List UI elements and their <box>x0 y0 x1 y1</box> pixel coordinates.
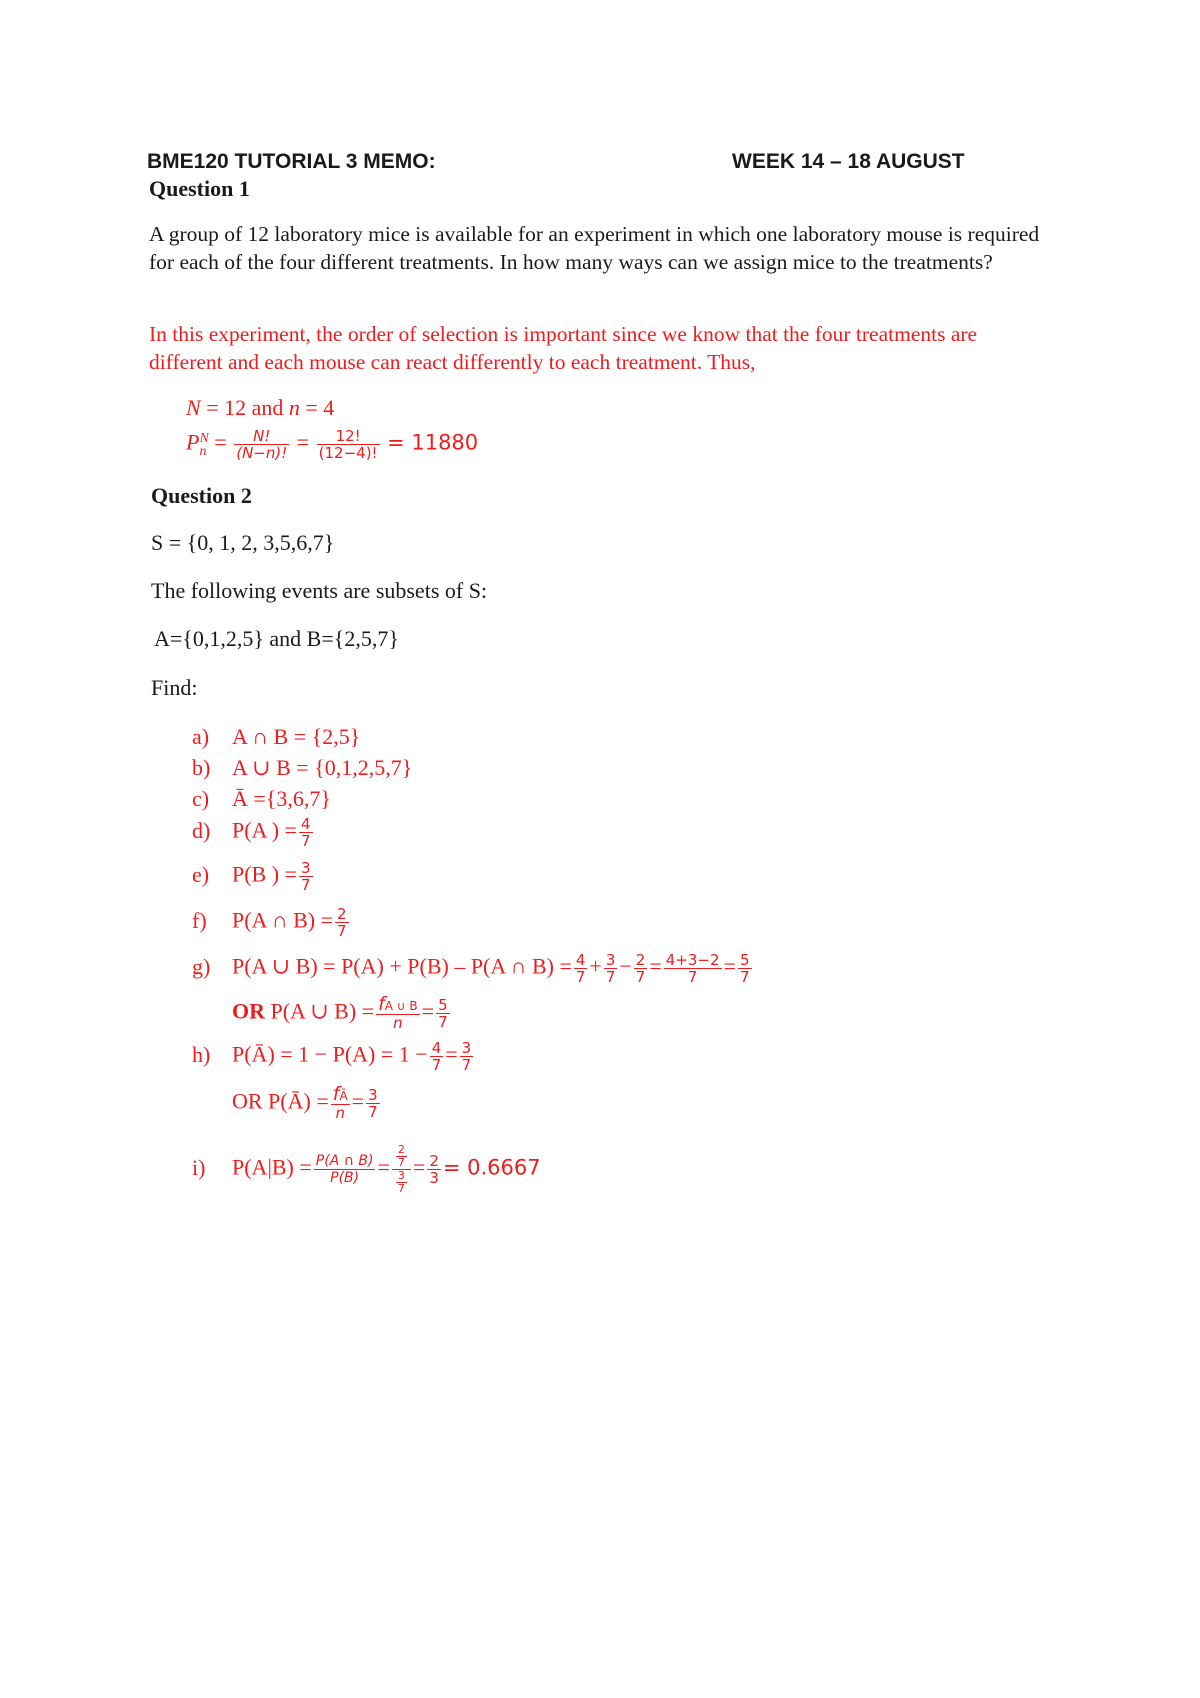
var-N: N <box>186 395 201 420</box>
frac-num: 3 <box>605 951 616 969</box>
label-b: b) <box>192 755 211 780</box>
frac-den: 7 <box>575 968 586 986</box>
text-a: A ∩ B = {2,5} <box>232 724 361 749</box>
frac-num: 3 <box>368 1086 378 1104</box>
answer-b <box>192 755 412 781</box>
text-e: P(B ) = <box>232 861 297 887</box>
answer-h-alt <box>232 1083 382 1122</box>
frac-num: 5 <box>739 951 750 969</box>
eq-sign: = <box>412 1154 426 1180</box>
question-2-title: Question 2 <box>151 483 252 508</box>
var-n: n <box>288 395 300 420</box>
frac-num: P(A ∩ B) <box>315 1153 374 1169</box>
text-f: P(A ∩ B) = <box>232 907 334 933</box>
freq-symbol: f <box>378 993 385 1015</box>
label-e: e) <box>192 861 210 887</box>
text-g: P(A ∪ B) = P(A) + P(B) – P(A ∩ B) = <box>232 953 572 979</box>
answer-c <box>192 786 331 812</box>
frac-den: 7 <box>397 1156 405 1169</box>
label-g: g) <box>192 953 211 979</box>
frac-num: 4+3−2 <box>665 951 720 969</box>
text-d: P(A ) = <box>232 817 297 843</box>
freq-sub: Ā <box>339 1089 348 1103</box>
question-1-answer: In this experiment, the order of selection is important since we know that the four treatments are different and each mouse can react differently to each treatment. Thus, <box>149 322 978 374</box>
question-1-permutation <box>186 428 478 461</box>
perm-sup: N <box>199 430 209 446</box>
plus-sign: + <box>589 953 602 979</box>
text-h: P(Ā) = 1 − P(A) = 1 − <box>232 1041 428 1067</box>
label-d: d) <box>192 817 211 843</box>
question-1-given <box>186 395 334 421</box>
frac-den: 7 <box>431 1056 442 1074</box>
frac1-den: (N−n)! <box>236 444 288 462</box>
perm-symbol: P <box>186 429 200 455</box>
frac2-num: 12! <box>335 427 361 445</box>
frac-den: 7 <box>300 876 311 894</box>
label-c: c) <box>192 786 210 811</box>
frac-num: 3 <box>461 1039 472 1057</box>
answer-i <box>192 1144 541 1195</box>
eq-sign: = <box>649 953 662 979</box>
conditional-result: = 0.6667 <box>442 1155 541 1180</box>
subsets-text: The following events are subsets of S: <box>151 578 488 603</box>
question-1-text: A group of 12 laboratory mice is available for an experiment in which one laboratory mouse is required for each of the four different treatments. In how many ways can we assign mice to the treatments? <box>149 222 1040 274</box>
frac-den: 7 <box>635 968 646 986</box>
events-definition: A={0,1,2,5} and B={2,5,7} <box>154 626 399 651</box>
frac-den: P(B) <box>314 1169 376 1186</box>
frac-num: 5 <box>438 996 448 1014</box>
frac-num: 2 <box>429 1152 439 1170</box>
label-a: a) <box>192 724 210 749</box>
find-label: Find: <box>151 675 198 700</box>
frac-den: 7 <box>337 922 347 940</box>
frac-den: n <box>331 1104 350 1121</box>
given-eq2: = 4 <box>299 395 335 420</box>
frac-den: 7 <box>397 1182 405 1195</box>
answer-g <box>192 952 754 985</box>
answer-h <box>192 1040 475 1073</box>
sample-space: S = {0, 1, 2, 3,5,6,7} <box>151 530 335 555</box>
eq-sign: = <box>377 1154 390 1180</box>
minus-sign: − <box>619 953 632 979</box>
given-eq1: = 12 and <box>200 395 289 420</box>
answer-d <box>192 816 315 849</box>
frac-num: 3 <box>397 1169 405 1182</box>
frac-num: 2 <box>337 905 347 923</box>
answer-a <box>192 724 360 750</box>
frac-den: 7 <box>605 968 616 986</box>
frac-den: n <box>376 1014 420 1031</box>
frac-num: 2 <box>635 951 646 969</box>
frac-num: 4 <box>431 1039 442 1057</box>
answer-e <box>192 860 315 893</box>
or-keyword: OR <box>232 998 265 1024</box>
text-h-alt: OR P(Ā) = <box>232 1088 329 1114</box>
frac-num: 2 <box>397 1143 405 1156</box>
freq-symbol: f <box>332 1083 340 1105</box>
frac-den: 7 <box>438 1013 448 1031</box>
label-f: f) <box>192 907 207 933</box>
eq-sign: = <box>296 429 310 455</box>
eq-sign: = <box>723 953 736 979</box>
frac-num: 4 <box>575 951 586 969</box>
perm-sub: n <box>199 443 207 459</box>
frac-den: 3 <box>429 1169 439 1187</box>
frac-den: 7 <box>664 968 722 985</box>
frac-num: 3 <box>300 859 311 877</box>
frac-den: 7 <box>300 832 311 850</box>
frac2-den: (12−4)! <box>318 444 378 462</box>
frac-num: 4 <box>300 815 311 833</box>
answer-g-alt <box>232 993 452 1032</box>
eq-sign: = <box>421 998 435 1024</box>
freq-sub: A ∪ B <box>384 999 418 1013</box>
eq-sign: = <box>214 429 227 455</box>
frac-den: 7 <box>739 968 750 986</box>
text-i: P(A|B) = <box>232 1154 312 1180</box>
answer-f <box>192 906 351 939</box>
text-g-alt: P(A ∪ B) = <box>270 998 375 1024</box>
eq-sign: = <box>351 1088 365 1114</box>
text-b: A ∪ B = {0,1,2,5,7} <box>232 755 413 780</box>
doc-header-date: WEEK 14 – 18 AUGUST <box>732 150 965 173</box>
frac-den: 7 <box>461 1056 472 1074</box>
question-1-title: Question 1 <box>149 176 250 201</box>
text-c: Ā ={3,6,7} <box>232 786 331 811</box>
frac1-num: N! <box>253 427 271 445</box>
eq-sign: = <box>445 1041 458 1067</box>
doc-header-title: BME120 TUTORIAL 3 MEMO: <box>147 150 436 173</box>
label-h: h) <box>192 1041 211 1067</box>
label-i: i) <box>192 1154 206 1180</box>
perm-result: = 11880 <box>387 430 479 455</box>
frac-den: 7 <box>368 1103 378 1121</box>
